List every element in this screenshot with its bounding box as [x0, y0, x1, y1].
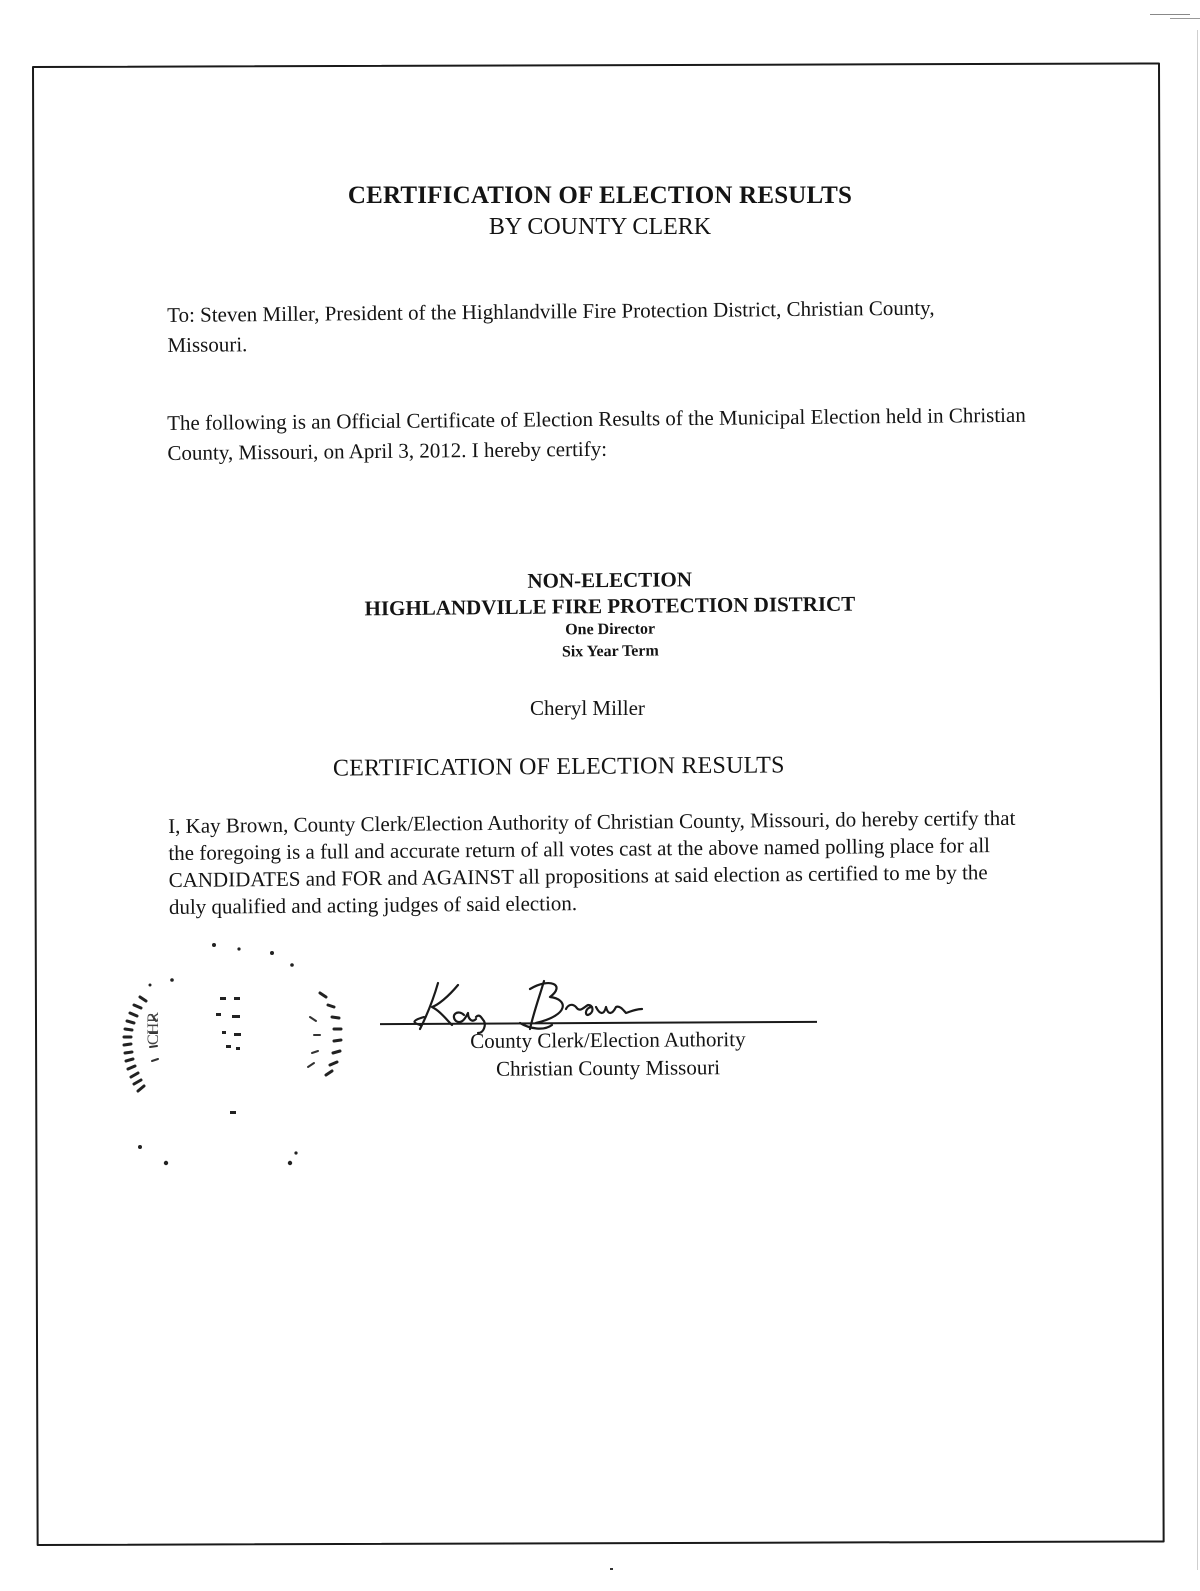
certification-statement: I, Kay Brown, County Clerk/Election Authority of Christian County, Missouri, do hereby certify that the foregoing is a full and accurate return of all votes cast at the above named polling place for all CANDIDATES and FOR and AGAINST all propositions at said election as certified to me by the duly qualified and acting judges of said election.: [168, 805, 1016, 919]
sub-title: BY COUNTY CLERK: [488, 214, 712, 240]
candidate-name: Cheryl Miller: [530, 696, 645, 720]
addressee-line: To: Steven Miller, President of the Highlandville Fire Protection District, Christian County, Missouri.: [167, 295, 935, 357]
certification-heading: CERTIFICATION OF ELECTION RESULTS: [332, 752, 785, 782]
scan-edge: [1197, 30, 1198, 1570]
signer-title: County Clerk/Election Authority: [470, 1027, 746, 1053]
election-status: NON-ELECTION: [527, 567, 693, 593]
term-length: Six Year Term: [561, 642, 659, 661]
svg-text:CHR: CHR: [145, 1012, 162, 1045]
seat-count: One Director: [565, 620, 656, 639]
document-title: [160, 182, 1040, 244]
signature-caption: [448, 1025, 768, 1083]
scan-artifact: [1170, 18, 1200, 19]
district-name: HIGHLANDVILLE FIRE PROTECTION DISTRICT: [364, 591, 856, 621]
intro-paragraph: The following is an Official Certificate of Election Results of the Municipal Election held in Christian County, Missouri, on April 3, 2012. I hereby certify:: [167, 402, 1026, 465]
scan-artifact: [610, 1568, 613, 1570]
office-block: [300, 564, 921, 666]
scan-artifact: [1150, 14, 1190, 15]
main-title: CERTIFICATION OF ELECTION RESULTS: [347, 182, 853, 209]
county-seal-icon: [94, 935, 374, 1175]
signer-jurisdiction: Christian County Missouri: [496, 1055, 721, 1081]
